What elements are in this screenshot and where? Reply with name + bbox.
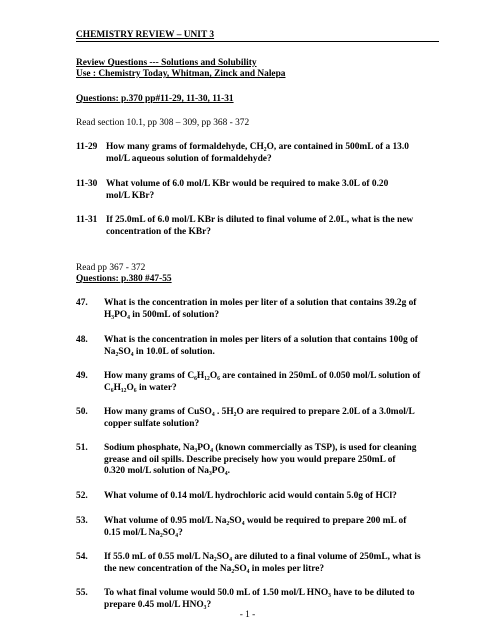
question-number: 49. bbox=[76, 371, 88, 381]
question-text-cont: 0.15 mol/L Na₂SO₄? bbox=[104, 527, 183, 538]
question-number: 55. bbox=[76, 588, 88, 598]
question-text-cont: the new concentration of the Na₂SO₄ in moles per litre? bbox=[104, 563, 325, 574]
question-text-cont: 0.320 mol/L solution of Na₃PO₄. bbox=[104, 466, 230, 476]
question-text: What volume of 0.14 mol/L hydrochloric acid would contain 5.0g of HCl? bbox=[104, 491, 397, 501]
question-text-cont: prepare 0.45 mol/L HNO₃? bbox=[104, 599, 212, 610]
reading-assignment-1: Read section 10.1, pp 308 – 309, pp 368 - 372 bbox=[76, 118, 250, 128]
question-text: How many grams of CuSO₄ . 5H₂O are required to prepare 2.0L of a 3.0mol/L bbox=[104, 407, 415, 417]
reading-assignment-2: Read pp 367 - 372 bbox=[76, 263, 146, 273]
question-51 bbox=[76, 443, 416, 478]
question-text-cont: grease and oil spills. Describe precisely how you would prepare 250mL of bbox=[104, 454, 396, 465]
question-text: Sodium phosphate, Na₃PO₄ (known commercially as TSP), is used for cleaning bbox=[104, 443, 417, 453]
textbook-reference: Use : Chemistry Today, Whitman, Zinck and Nalepa bbox=[76, 69, 286, 79]
question-text: What is the concentration in moles per liters of a solution that contains 100g of bbox=[104, 335, 418, 345]
question-text: What volume of 0.95 mol/L Na₂SO₄ would be required to prepare 200 mL of bbox=[104, 516, 407, 526]
question-number: 51. bbox=[76, 443, 88, 453]
question-11-30 bbox=[76, 179, 388, 202]
question-49 bbox=[76, 371, 420, 394]
page-number: - 1 - bbox=[239, 610, 256, 620]
question-number: 11-30 bbox=[76, 179, 98, 189]
question-11-29 bbox=[76, 142, 409, 165]
question-text-cont: mol/L aqueous solution of formaldehyde? bbox=[106, 153, 272, 164]
question-54 bbox=[76, 552, 421, 575]
question-number: 54. bbox=[76, 552, 88, 562]
question-number: 48. bbox=[76, 335, 88, 345]
question-53 bbox=[76, 516, 406, 539]
review-title: Review Questions --- Solutions and Solubility bbox=[76, 58, 257, 68]
questions-reference-2: Questions: p.380 #47-55 bbox=[76, 274, 172, 284]
question-55 bbox=[76, 588, 415, 611]
question-48 bbox=[76, 335, 418, 358]
question-text: How many grams of C₆H₁₂O₆ are contained in 250mL of 0.050 mol/L solution of bbox=[104, 371, 421, 381]
question-52 bbox=[76, 491, 397, 503]
question-text-cont: concentration of the KBr? bbox=[106, 226, 211, 237]
question-text-cont: mol/L KBr? bbox=[106, 190, 155, 201]
question-text: What is the concentration in moles per liter of a solution that contains 39.2g of bbox=[104, 298, 417, 308]
question-11-31 bbox=[76, 215, 413, 238]
question-text: To what final volume would 50.0 mL of 1.50 mol/L HNO₃ have to be diluted to bbox=[104, 588, 415, 598]
question-number: 47. bbox=[76, 298, 88, 308]
question-text-cont: copper sulfate solution? bbox=[104, 418, 200, 429]
question-47 bbox=[76, 298, 416, 321]
question-text: If 25.0mL of 6.0 mol/L KBr is diluted to final volume of 2.0L, what is the new bbox=[106, 215, 414, 225]
question-number: 50. bbox=[76, 407, 88, 417]
question-text-cont: Na₂SO₄ in 10.0L of solution. bbox=[104, 346, 215, 357]
questions-reference-1: Questions: p.370 pp#11-29, 11-30, 11-31 bbox=[76, 94, 234, 104]
question-number: 11-29 bbox=[76, 142, 98, 152]
page-header: CHEMISTRY REVIEW – UNIT 3 bbox=[76, 29, 439, 42]
question-50 bbox=[76, 407, 415, 430]
question-text: If 55.0 mL of 0.55 mol/L Na₂SO₄ are diluted to a final volume of 250mL, what is bbox=[104, 552, 421, 562]
question-number: 53. bbox=[76, 516, 88, 526]
question-text: What volume of 6.0 mol/L KBr would be required to make 3.0L of 0.20 bbox=[106, 179, 389, 189]
question-number: 52. bbox=[76, 491, 88, 501]
question-text-cont: H₃PO₄ in 500mL of solution? bbox=[104, 309, 220, 320]
question-text-cont: C₆H₁₂O₆ in water? bbox=[104, 382, 177, 393]
question-number: 11-31 bbox=[76, 215, 98, 225]
question-text: How many grams of formaldehyde, CH₂O, are contained in 500mL of a 13.0 bbox=[106, 142, 409, 152]
